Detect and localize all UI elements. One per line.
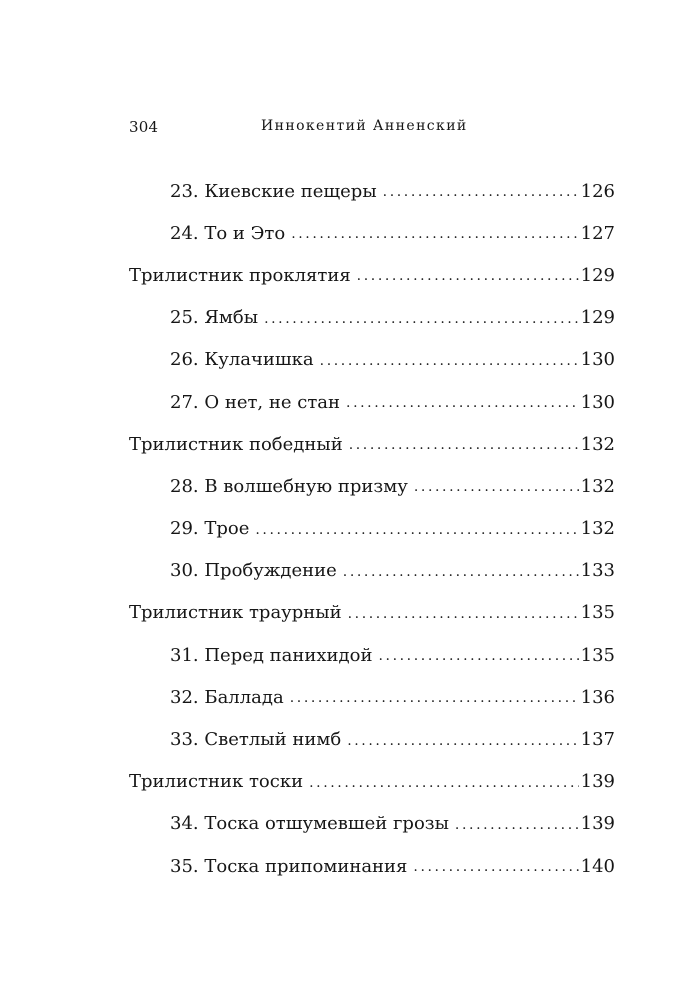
- toc-entry: [129, 676, 615, 718]
- toc-dot-leader: [455, 817, 579, 833]
- toc-entry-title: 23. Киевские пещеры: [170, 180, 377, 202]
- toc-entry-page: 132: [580, 518, 615, 540]
- toc-entry-title: 35. Тоска припоминания: [170, 855, 408, 877]
- toc-entry-title: 31. Перед панихидой: [170, 644, 373, 666]
- toc-entry: [129, 508, 615, 550]
- toc-entry-page: 135: [580, 644, 615, 666]
- toc-dot-leader: [343, 564, 579, 580]
- toc-entry-page: 130: [580, 349, 615, 371]
- toc-entry-title: 34. Тоска отшумевшей грозы: [170, 813, 449, 835]
- toc-section-title: Трилистник победный: [129, 433, 343, 455]
- toc-section-title: Трилистник тоски: [129, 771, 304, 793]
- toc-dot-leader: [349, 437, 579, 453]
- table-of-contents: [129, 170, 615, 887]
- toc-dot-leader: [383, 184, 579, 200]
- toc-section-entry: [129, 592, 615, 634]
- toc-entry-title: 29. Трое: [170, 518, 250, 540]
- toc-section-title: Трилистник проклятия: [129, 264, 351, 286]
- toc-entry: [129, 550, 615, 592]
- toc-entry-title: 30. Пробуждение: [170, 560, 337, 582]
- toc-entry-page: 126: [580, 180, 615, 202]
- toc-entry: [129, 212, 615, 254]
- toc-entry-page: 135: [580, 602, 615, 624]
- toc-entry-title: 25. Ямбы: [170, 307, 259, 329]
- toc-entry: [129, 465, 615, 507]
- toc-entry: [129, 718, 615, 760]
- toc-entry: [129, 381, 615, 423]
- toc-dot-leader: [346, 395, 579, 411]
- toc-dot-leader: [347, 733, 578, 749]
- toc-entry-title: 24. То и Это: [170, 222, 286, 244]
- toc-dot-leader: [413, 859, 578, 875]
- toc-entry: [129, 845, 615, 887]
- toc-entry: [129, 634, 615, 676]
- toc-entry: [129, 803, 615, 845]
- page-number: 304: [129, 118, 159, 136]
- toc-entry-page: 130: [580, 391, 615, 413]
- toc-dot-leader: [264, 311, 579, 327]
- toc-entry-page: 137: [580, 729, 615, 751]
- toc-entry: [129, 339, 615, 381]
- toc-section-entry: [129, 254, 615, 296]
- running-head-author: Иннокентий Анненский: [261, 118, 468, 134]
- toc-dot-leader: [348, 606, 579, 622]
- toc-dot-leader: [309, 775, 579, 791]
- toc-dot-leader: [378, 648, 578, 664]
- toc-entry-page: 132: [580, 475, 615, 497]
- toc-entry: [129, 297, 615, 339]
- toc-entry: [129, 170, 615, 212]
- toc-dot-leader: [414, 479, 579, 495]
- toc-dot-leader: [320, 353, 579, 369]
- toc-entry-title: 27. О нет, не стан: [170, 391, 341, 413]
- toc-section-entry: [129, 423, 615, 465]
- toc-entry-page: 136: [580, 686, 615, 708]
- toc-dot-leader: [357, 268, 579, 284]
- toc-entry-title: 32. Баллада: [170, 686, 284, 708]
- toc-entry-page: 129: [580, 264, 615, 286]
- toc-section-entry: [129, 761, 615, 803]
- toc-entry-title: 33. Светлый нимб: [170, 729, 342, 751]
- toc-dot-leader: [255, 522, 578, 538]
- toc-dot-leader: [291, 226, 578, 242]
- running-head: [129, 118, 589, 142]
- toc-entry-page: 139: [580, 771, 615, 793]
- toc-section-title: Трилистник траурный: [129, 602, 342, 624]
- toc-entry-page: 129: [580, 307, 615, 329]
- toc-entry-page: 127: [580, 222, 615, 244]
- toc-entry-page: 139: [580, 813, 615, 835]
- toc-entry-page: 140: [580, 855, 615, 877]
- toc-entry-title: 28. В волшебную призму: [170, 475, 408, 497]
- toc-entry-title: 26. Кулачишка: [170, 349, 314, 371]
- toc-entry-page: 132: [580, 433, 615, 455]
- toc-dot-leader: [290, 690, 579, 706]
- toc-entry-page: 133: [580, 560, 615, 582]
